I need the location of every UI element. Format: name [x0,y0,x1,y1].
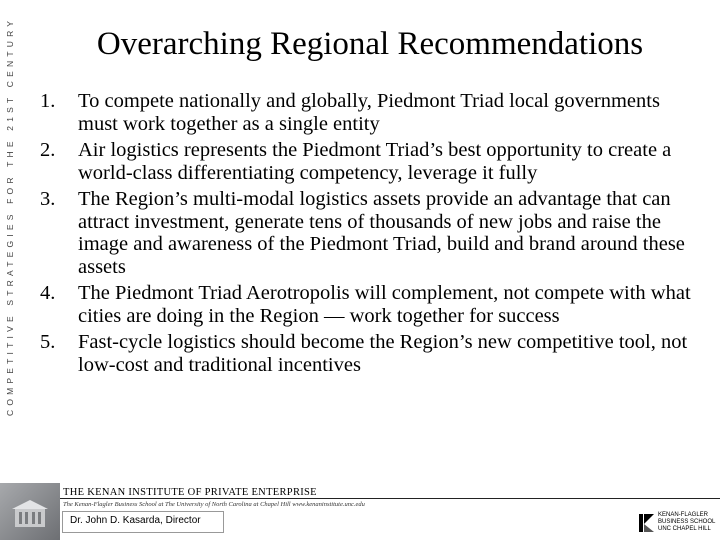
list-item-number: 3. [40,188,56,210]
institute-subtitle: The Kenan-Flagler Business School at The University of North Carolina at Chapel Hill www.kenaninstitute.unc.edu [63,501,365,508]
institute-name: THE KENAN INSTITUTE OF PRIVATE ENTERPRISE [63,487,317,498]
sidebar-strip [0,0,20,540]
list-item-number: 2. [40,139,56,161]
kenan-flagler-wordmark: KENAN-FLAGLER BUSINESS SCHOOL UNC CHAPEL HILL [658,512,716,532]
sidebar-vertical-text: COMPETITIVE STRATEGIES FOR THE 21ST CENTURY [5,16,15,416]
list-item-number: 4. [40,282,56,304]
kenan-flagler-logo [638,512,718,536]
footer-divider [60,498,720,499]
recommendations-list [40,90,700,380]
list-item [40,282,700,327]
kenan-flagler-mark-icon [638,512,656,534]
director-name: Dr. John D. Kasarda, Director [70,515,201,526]
list-item [40,90,700,135]
building-icon [10,497,50,529]
list-item-number: 5. [40,331,56,353]
slide-title: Overarching Regional Recommendations [96,26,644,62]
list-item-number: 1. [40,90,56,112]
list-item-text: The Piedmont Triad Aerotropolis will complement, not compete with what cities are doing in the Region — work together for success [78,282,691,327]
list-item-text: Fast-cycle logistics should become the Region’s new competitive tool, not low-cost and traditional incentives [78,331,688,376]
list-item-text: The Region’s multi-modal logistics assets provide an advantage that can attract investment, generate tens of thousands of new jobs and raise the image and awareness of the Piedmont Triad, build and brand around these assets [78,188,685,278]
list-item [40,331,700,376]
institute-building-logo [0,483,60,540]
list-item [40,188,700,278]
list-item-text: To compete nationally and globally, Piedmont Triad local governments must work together as a single entity [78,90,660,135]
list-item-text: Air logistics represents the Piedmont Triad’s best opportunity to create a world-class differentiating competency, leverage it fully [78,139,672,184]
list-item [40,139,700,184]
